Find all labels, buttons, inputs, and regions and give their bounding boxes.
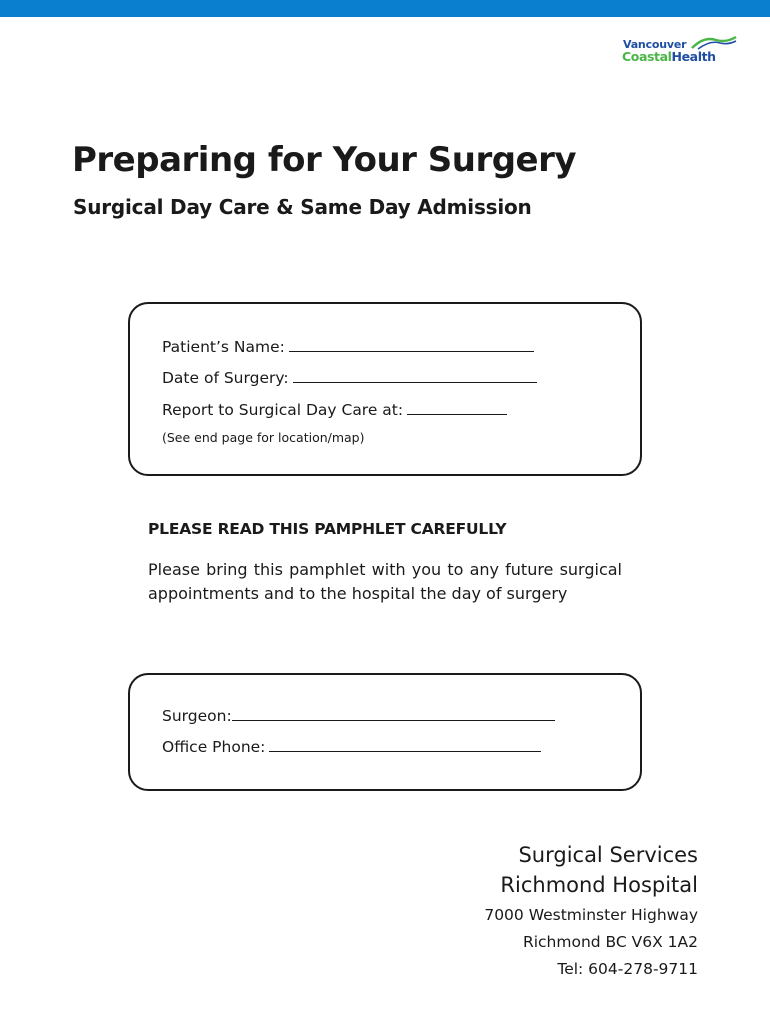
patient-info-box (128, 302, 642, 476)
hospital-name: Richmond Hospital (500, 873, 698, 897)
office-phone-blank[interactable] (269, 750, 541, 752)
logo-text-coastal-health (622, 49, 716, 64)
instructions-paragraph: Please bring this pamphlet with you to any future surgical appointments and to the hospital the day of surgery (148, 560, 622, 603)
city-postal: Richmond BC V6X 1A2 (522, 933, 698, 951)
office-phone-field (162, 738, 541, 756)
office-phone-label: Office Phone: (162, 738, 266, 756)
surgeon-blank[interactable] (232, 719, 555, 721)
telephone: Tel: 604-278-9711 (557, 960, 698, 978)
report-time-blank[interactable] (407, 413, 507, 415)
street-address: 7000 Westminster Highway (484, 906, 698, 924)
page-title: Preparing for Your Surgery (72, 140, 577, 180)
date-of-surgery-field (162, 369, 537, 387)
logo-text-vancouver: Vancouver (623, 38, 687, 51)
top-color-bar (0, 0, 770, 17)
department-name: Surgical Services (518, 843, 698, 867)
report-time-label: Report to Surgical Day Care at: (162, 401, 404, 419)
read-carefully-notice: PLEASE READ THIS PAMPHLET CAREFULLY (148, 520, 507, 538)
location-note: (See end page for location/map) (162, 430, 365, 445)
report-time-field (162, 401, 507, 419)
vancouver-coastal-health-logo (620, 34, 740, 68)
surgeon-info-box (128, 673, 642, 791)
surgeon-field (162, 707, 555, 725)
date-of-surgery-label: Date of Surgery: (162, 369, 289, 387)
page-subtitle: Surgical Day Care & Same Day Admission (73, 195, 532, 219)
logo-text-coastal: Coastal (622, 49, 672, 64)
patient-name-label: Patient’s Name: (162, 338, 285, 356)
date-of-surgery-blank[interactable] (293, 381, 537, 383)
patient-name-blank[interactable] (289, 350, 534, 352)
surgeon-label: Surgeon: (162, 707, 232, 725)
mountain-swoosh-icon (690, 34, 738, 50)
logo-text-health: Health (671, 49, 716, 64)
patient-name-field (162, 338, 534, 356)
